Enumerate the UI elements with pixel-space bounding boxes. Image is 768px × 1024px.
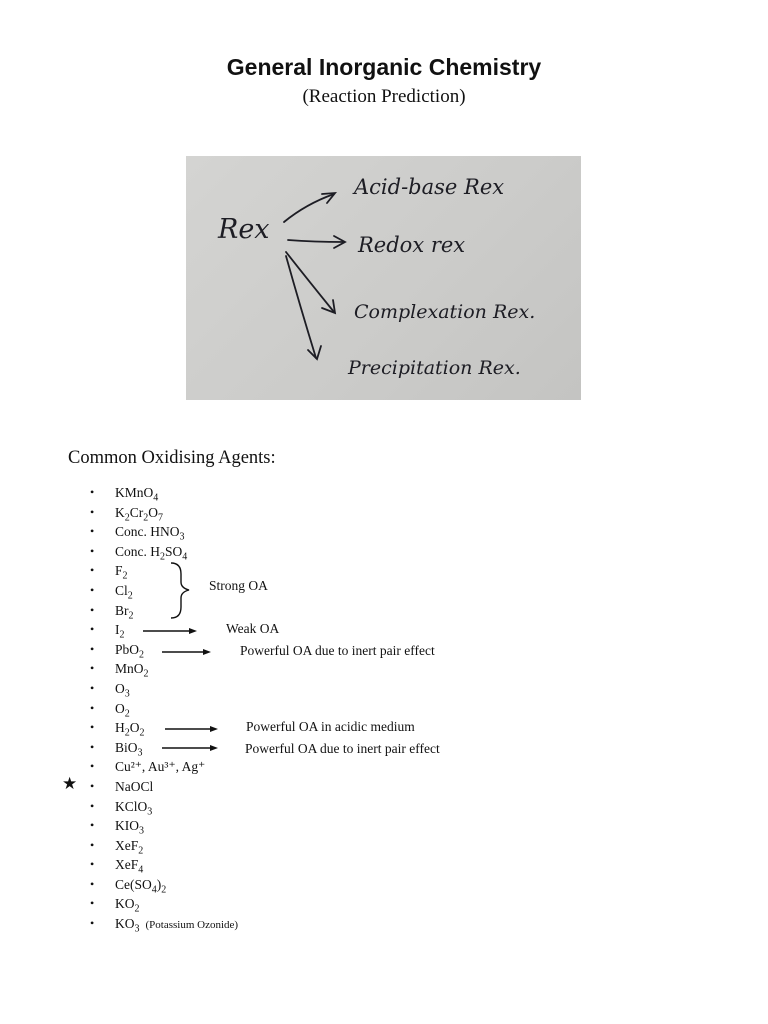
star-icon: ★ [62,774,78,793]
list-item: • PbO$_2$ [0,640,238,660]
list-item: • $Ce(SO_4)_2$ [0,875,238,895]
page-title: General Inorganic Chemistry [226,54,542,80]
ko3-note: (Potassium Ozonide) [145,919,239,932]
whiteboard-photo [186,156,581,400]
list-item: • BiO$_3$ [0,738,238,758]
list-item: • KMnO$_4$ [0,483,238,503]
oxidising-agents-list [0,483,238,934]
whiteboard-branch-precipitation: Precipitation Rex. [348,357,521,379]
weak-oa-note: Weak OA [226,621,280,636]
list-item: • $Br_2$ [0,601,238,621]
bio3-note: Powerful OA due to inert pair effect [245,741,440,756]
h2o2-note: Powerful OA in acidic medium [246,719,415,734]
list-item: • $H_2O_2$ [0,718,238,738]
list-item: • $KO_3$ (Potassium Ozonide) [0,914,238,934]
whiteboard-branch-redox: Redox rex [358,233,466,257]
list-item: • $F_2$ [0,561,238,581]
list-item: • $KIO_3$ [0,816,238,836]
strong-oa-note: Strong OA [209,578,268,593]
list-item: • $O_2$ [0,699,238,719]
list-item: • $KO_2$ [0,894,238,914]
list-item: • $I_2$ [0,620,238,640]
list-item: • XeF$_4$ [0,855,238,875]
list-item: • NaOCl [0,777,238,797]
list-item: • Conc. $HNO_3$ [0,522,238,542]
list-item: • XeF$_2$ [0,836,238,856]
list-item: • $K_2Cr_2O_7$ [0,503,238,523]
whiteboard-root: Rex [218,214,270,245]
page-subtitle: (Reaction Prediction) [302,86,466,107]
list-item: • MnO$_2$ [0,659,238,679]
list-item: • $O_3$ [0,679,238,699]
list-item: • $Cl_2$ [0,581,238,601]
list-item: • Conc. $H_2SO_4$ [0,542,238,562]
whiteboard-branch-complexation: Complexation Rex. [354,301,536,323]
list-item: • Cu²⁺, Au³⁺, Ag⁺ [0,757,238,777]
whiteboard-branch-acid-base: Acid-base Rex [354,175,505,199]
list-item: • KClO$_3$ [0,797,238,817]
pbo2-note: Powerful OA due to inert pair effect [240,643,435,658]
section-heading: Common Oxidising Agents: [68,448,276,468]
